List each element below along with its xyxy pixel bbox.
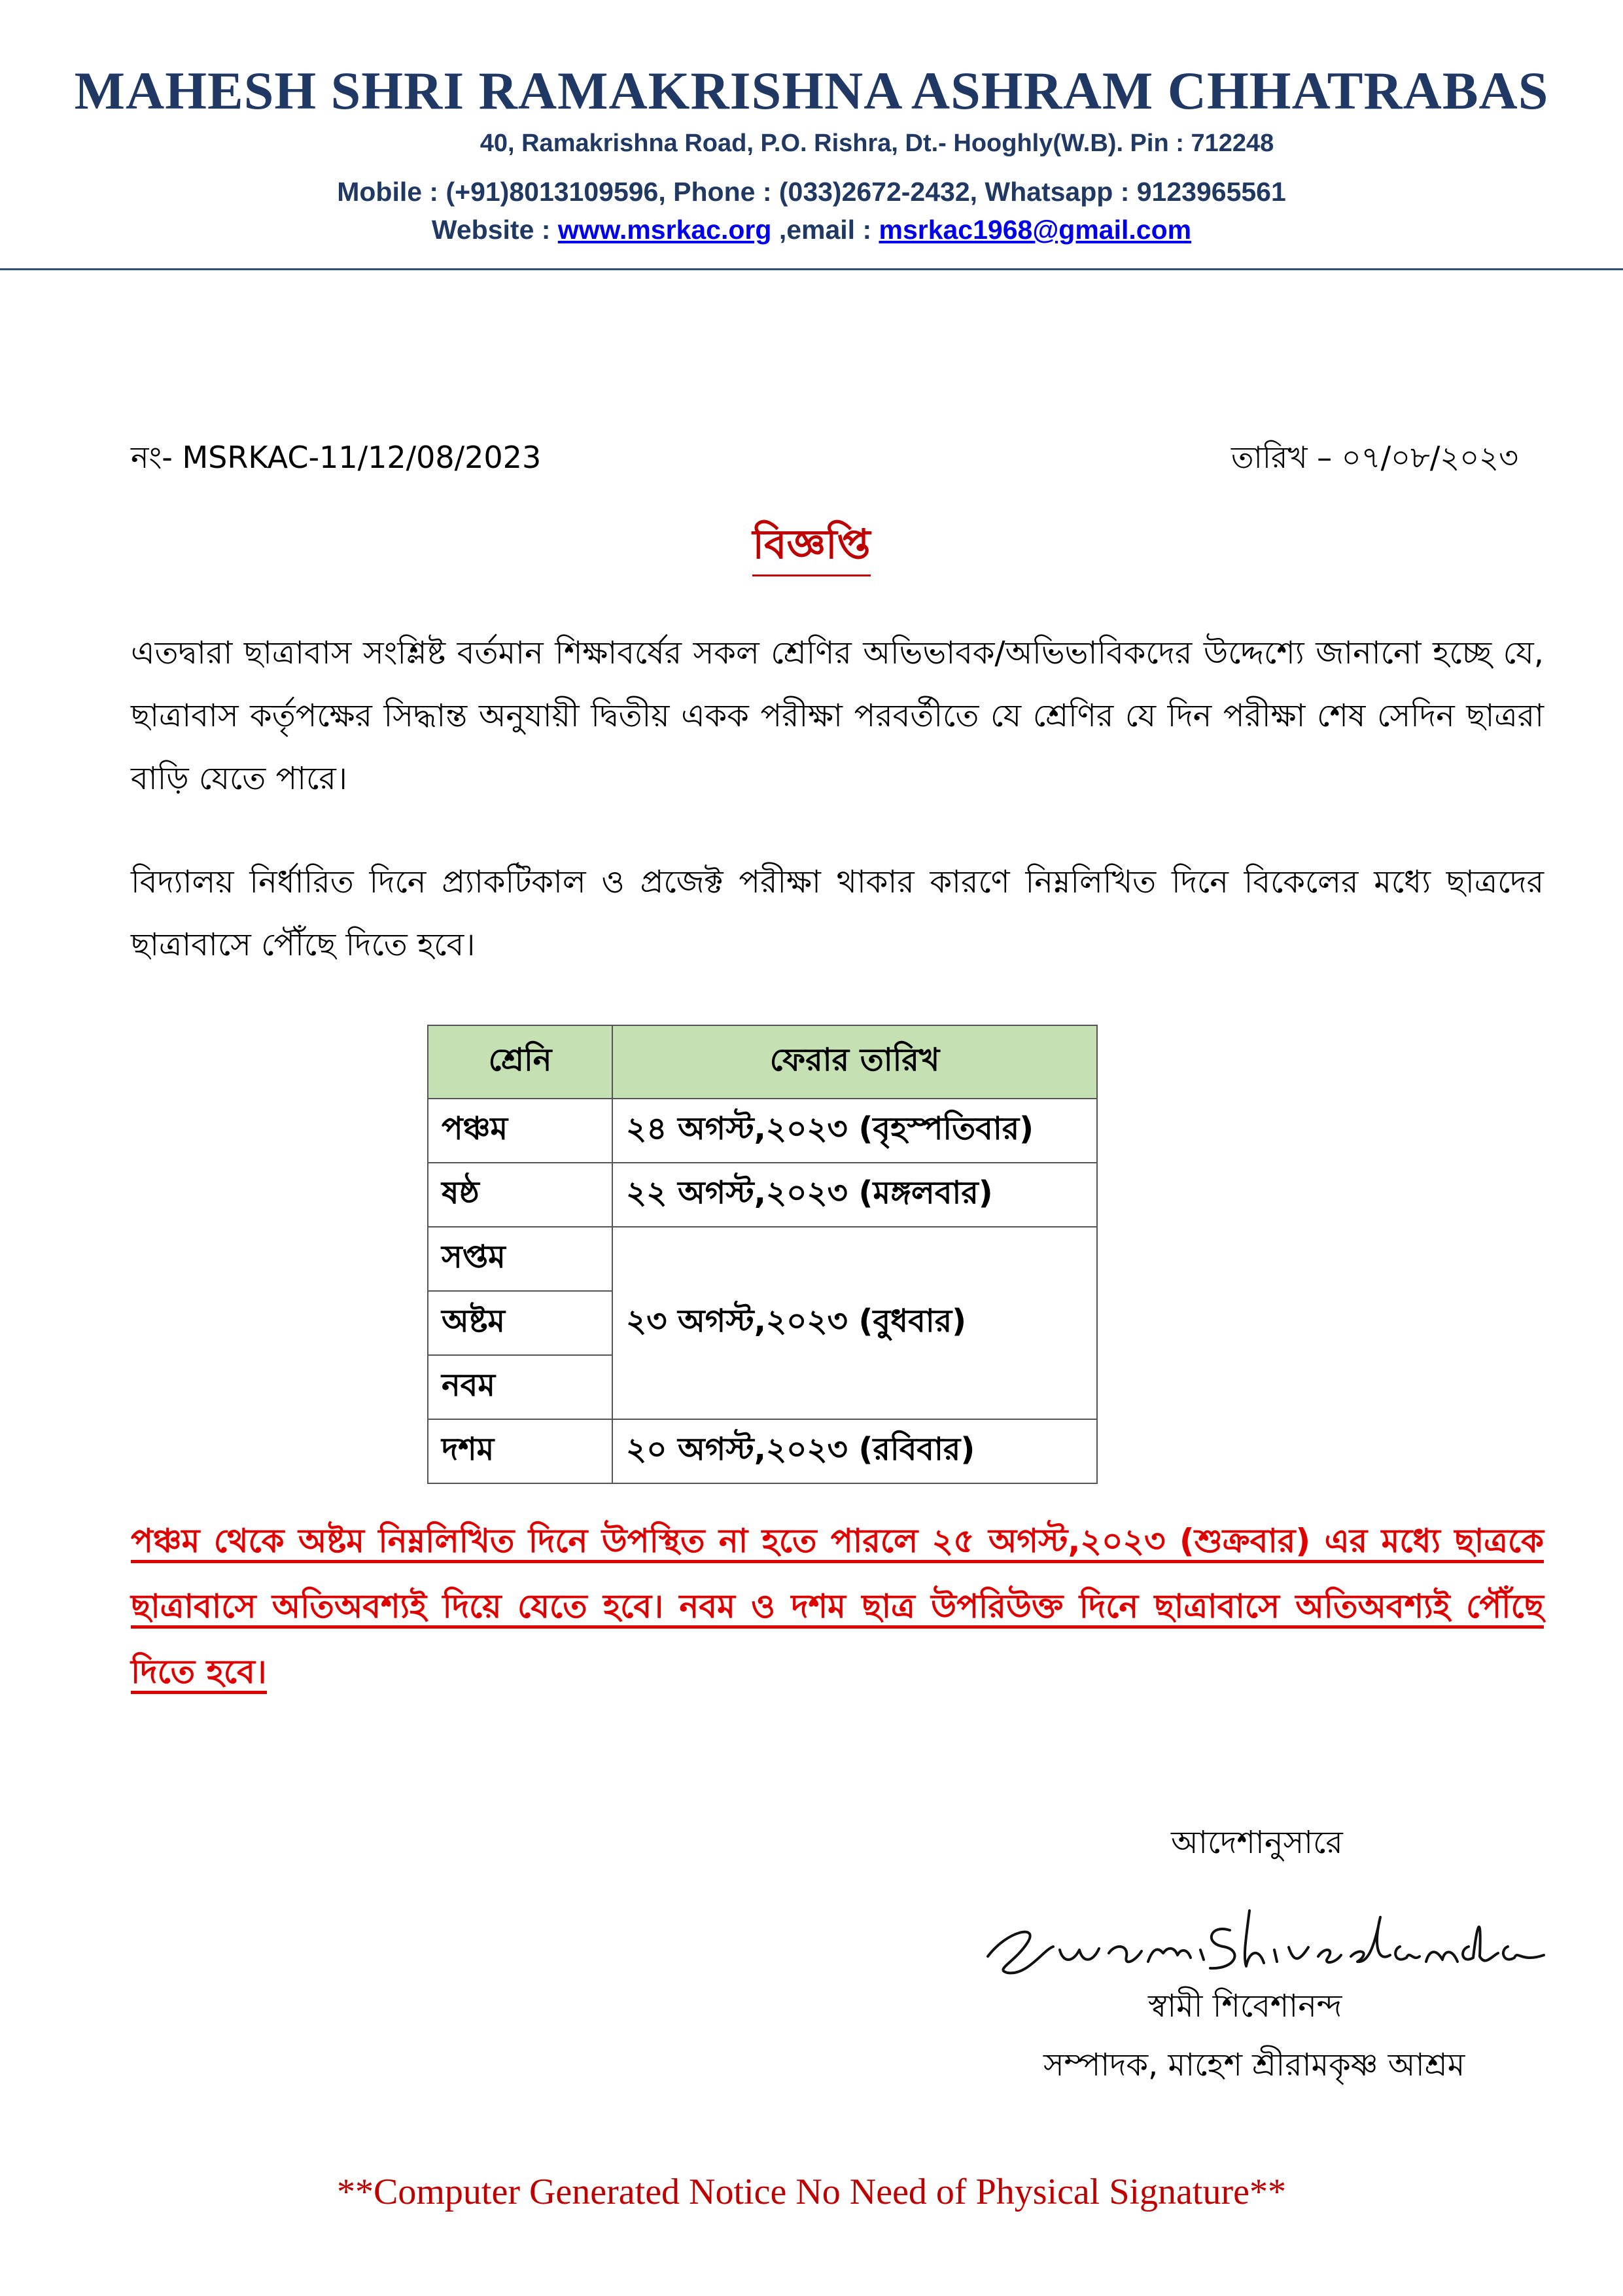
- table-header-row: [428, 1025, 1097, 1099]
- class-cell: দশম: [428, 1419, 612, 1483]
- paragraph-2: বিদ্যালয় নির্ধারিত দিনে প্র্যাকটিকাল ও প্রজেক্ট পরীক্ষা থাকার কারণে নিম্নলিখিত দিনে বিকেলের মধ্যে ছাত্রদের ছাত্রাবাসে পৌঁছে দিতে হবে।: [131, 864, 1544, 963]
- website-link[interactable]: www.msrkac.org: [557, 215, 772, 245]
- institution-address: 40, Ramakrishna Road, P.O. Rishra, Dt.- Hooghly(W.B). Pin : 712248: [480, 130, 1274, 157]
- class-column-header: শ্রেনি: [428, 1025, 612, 1099]
- reference-number: নং- MSRKAC-11/12/08/2023: [131, 440, 542, 475]
- class-cell: নবম: [428, 1355, 612, 1419]
- header-divider: [0, 268, 1623, 270]
- date-cell: ২৩ অগস্ট,২০২৩ (বুধবার): [612, 1227, 1097, 1419]
- notice-heading: [0, 514, 1623, 581]
- date-cell: ২০ অগস্ট,২০২৩ (রবিবার): [612, 1419, 1097, 1483]
- email-link[interactable]: msrkac1968@gmail.com: [879, 215, 1192, 245]
- table-row: [428, 1099, 1097, 1163]
- handwritten-signature: [981, 1884, 1557, 1983]
- footer-note: **Computer Generated Notice No Need of Physical Signature**: [337, 2172, 1286, 2212]
- website-label: Website :: [431, 215, 558, 245]
- date-cell: ২২ অগস্ট,২০২৩ (মঙ্গলবার): [612, 1163, 1097, 1227]
- table-row: [428, 1419, 1097, 1483]
- email-label: ,email :: [771, 215, 879, 245]
- institution-title: MAHESH SHRI RAMAKRISHNA ASHRAM CHHATRABAS: [74, 61, 1549, 120]
- signatory-name: স্বামী শিবেশানন্দ: [1148, 1988, 1342, 2024]
- contact-numbers: Mobile : (+91)8013109596, Phone : (033)2672-2432, Whatsapp : 9123965561: [337, 177, 1286, 207]
- notice-heading-text: বিজ্ঞপ্তি: [752, 520, 870, 576]
- table-row: [428, 1163, 1097, 1227]
- class-cell: পঞ্চম: [428, 1099, 612, 1163]
- by-order-text: আদেশানুসারে: [1171, 1824, 1343, 1861]
- table-row: [428, 1227, 1097, 1291]
- return-schedule-table: [427, 1025, 1098, 1484]
- paragraph-1: এতদ্বারা ছাত্রাবাস সংশ্লিষ্ট বর্তমান শিক্ষাবর্ষের সকল শ্রেণির অভিভাবক/অভিভাবিকদের উদ্দেশ্যে জানানো হচ্ছে যে, ছাত্রাবাস কর্তৃপক্ষের সিদ্ধান্ত অনুযায়ী দ্বিতীয় একক পরীক্ষা পরবর্তীতে যে শ্রেণির যে দিন পরীক্ষা শেষ সেদিন ছাত্ররা বাড়ি যেতে পারে।: [131, 635, 1544, 797]
- class-cell: অষ্টম: [428, 1291, 612, 1355]
- warning-paragraph: [131, 1508, 1544, 1704]
- warning-text: পঞ্চম থেকে অষ্টম নিম্নলিখিত দিনে উপস্থিত না হতে পারলে ২৫ অগস্ট,২০২৩ (শুক্রবার) এর মধ্যে ছাত্রকে ছাত্রাবাসে অতিঅবশ্যই দিয়ে যেতে হবে। নবম ও দশম ছাত্র উপরিউক্ত দিনে ছাত্রাবাসে অতিঅবশ্যই পৌঁছে দিতে হবে।: [131, 1522, 1544, 1694]
- class-cell: সপ্তম: [428, 1227, 612, 1291]
- date-cell: ২৪ অগস্ট,২০২৩ (বৃহস্পতিবার): [612, 1099, 1097, 1163]
- signatory-title: সম্পাদক, মাহেশ শ্রীরামকৃষ্ণ আশ্রম: [1043, 2047, 1465, 2083]
- notice-date: তারিখ – ০৭/০৮/২০২৩: [1231, 440, 1518, 475]
- web-contact: [0, 215, 1623, 245]
- date-column-header: ফেরার তারিখ: [612, 1025, 1097, 1099]
- class-cell: ষষ্ঠ: [428, 1163, 612, 1227]
